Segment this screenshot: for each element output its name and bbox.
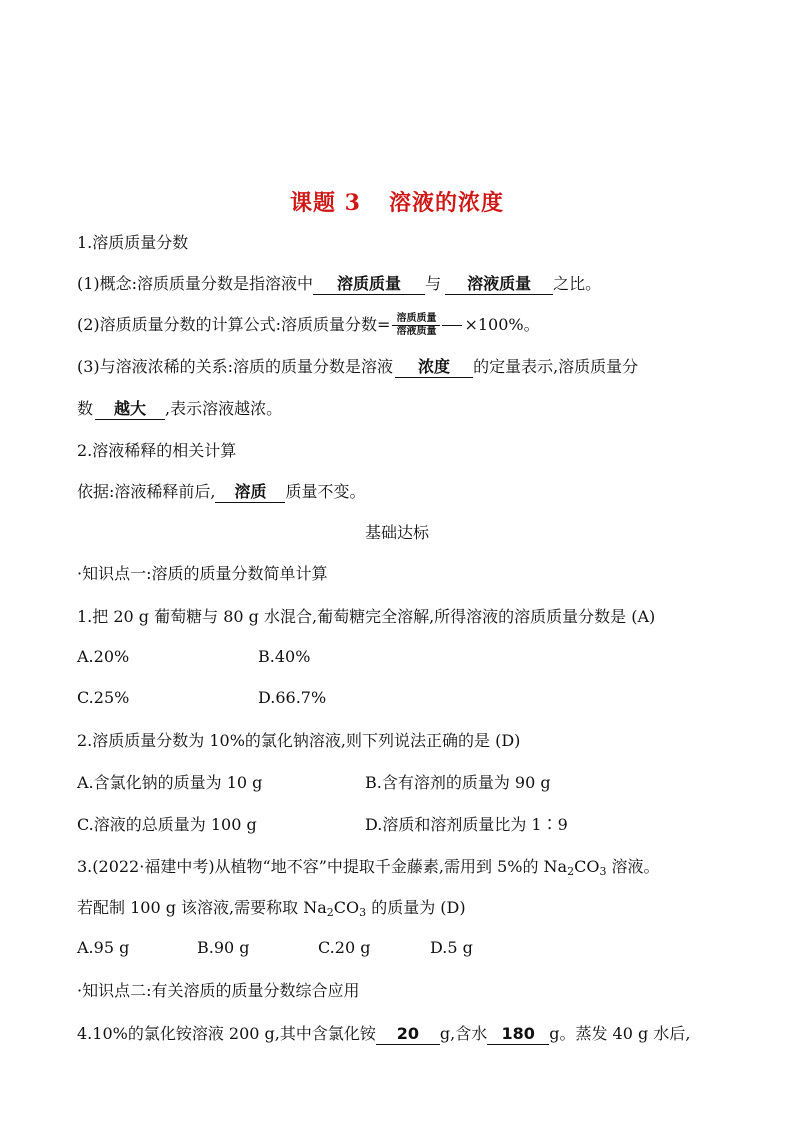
answer-blank: 浓度 [395,357,473,378]
answer-blank: 溶液质量 [445,274,553,295]
section-2-heading: 2.溶液稀释的相关计算 [77,441,237,460]
option-a: A.95 g [77,938,130,957]
question-2-stem: 2.溶质质量分数为 10%的氯化钠溶液,则下列说法正确的是 (D) [77,731,521,750]
knowledge-point-1: ·知识点一:溶质的质量分数简单计算 [77,564,328,583]
lesson-number: 课题 3 [290,190,361,216]
option-d: D.66.7% [258,688,327,707]
answer-blank-line [442,325,462,326]
option-b: B.含有溶剂的质量为 90 g [365,773,551,792]
option-c: C.溶液的总质量为 100 g [77,815,257,834]
question-3-stem-2: 若配制 100 g 该溶液,需要称取 $Na_2CO_3$ 的质量为 (D) [77,898,466,919]
answer-blank: 180 [487,1024,549,1045]
option-c: C.25% [77,688,130,707]
relation-line-continued: 数 越大 ,表示溶液越浓。 [77,399,283,418]
question-3-stem: 3.(2022·福建中考)从植物“地不容”中提取千金藤素,需用到 5%的 $Na_2CO_3$ 溶液。 [77,857,660,878]
question-1-stem: 1.把 20 g 葡萄糖与 80 g 水混合,葡萄糖完全溶解,所得溶液的溶质质量分数是 (A) [77,607,656,626]
option-a: A.含氯化钠的质量为 10 g [77,773,263,792]
formula-line: (2)溶质质量分数的计算公式:溶质质量分数= $\frac{\text{溶质质量}}{\text{溶液质量}}$ ×100%。 [77,313,540,337]
answer-blank: 溶质质量 [313,274,425,295]
lesson-name: 溶液的浓度 [388,190,504,216]
option-b: B.90 g [197,938,250,957]
dilution-basis: 依据:溶液稀释前后, 溶质 质量不变。 [77,482,366,501]
answer-blank: 20 [376,1024,440,1045]
relation-line: (3)与溶液浓稀的关系:溶质的质量分数是溶液 浓度 的定量表示,溶质质量分 [77,357,639,376]
question-4-stem: 4.10%的氯化铵溶液 200 g,其中含氯化铵 20 g,含水 180 g。蒸发 40 g 水后, [77,1024,691,1043]
page-title [0,186,794,217]
option-d: D.5 g [430,938,473,957]
option-a: A.20% [77,647,130,666]
option-c: C.20 g [318,938,371,957]
option-b: B.40% [258,647,311,666]
concept-line: (1)概念:溶质质量分数是指溶液中 溶质质量 与 溶液质量 之比。 [77,274,602,293]
section-title: 基础达标 [364,523,429,542]
knowledge-point-2: ·知识点二:有关溶质的质量分数综合应用 [77,981,360,1000]
fraction: $\frac{\text{溶质质量}}{\text{溶液质量}}$ [392,313,440,338]
option-d: D.溶质和溶剂质量比为 1∶9 [365,815,568,834]
answer-blank: 溶质 [215,482,285,503]
answer-blank: 越大 [95,399,165,420]
section-1-heading: 1.溶质质量分数 [77,233,189,252]
